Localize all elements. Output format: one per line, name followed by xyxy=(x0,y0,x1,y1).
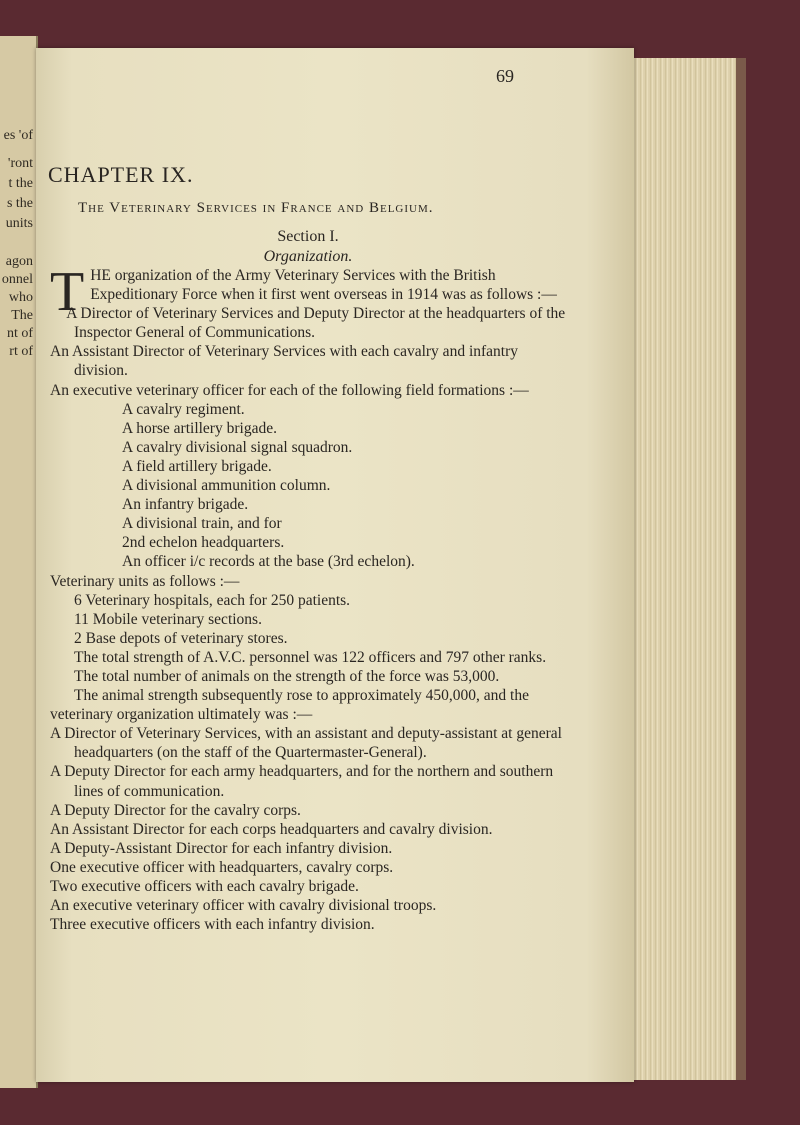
list-item: A Deputy Director for each army headquarters, and for the northern and southern lines of communication. xyxy=(50,763,554,800)
unit-item: 6 Veterinary hospitals, each for 250 patients. xyxy=(74,591,351,609)
unit-item: 2 Base depots of veterinary stores. xyxy=(74,629,288,647)
list-item: An executive veterinary officer with cavalry divisional troops. xyxy=(50,897,437,915)
chapter-title: CHAPTER IX. xyxy=(48,162,194,187)
list-item: A Deputy Director for the cavalry corps. xyxy=(50,801,301,819)
body-text xyxy=(50,261,570,934)
list-item: An Assistant Director of Veterinary Services with each cavalry and infantry division. xyxy=(50,343,519,380)
paragraph: The animal strength subsequently rose to approximately 450,000, and the veterinary organization ultimately was :— xyxy=(50,687,529,724)
units-intro: Veterinary units as follows :— xyxy=(50,572,240,590)
prev-page-fragment: rt of xyxy=(9,344,33,359)
drop-cap: T xyxy=(50,261,85,323)
list-item: A Deputy-Assistant Director for each infantry division. xyxy=(50,839,393,857)
page-number: 69 xyxy=(496,66,514,86)
list-item: Two executive officers with each cavalry brigade. xyxy=(50,878,359,895)
formation-item: A divisional train, and for xyxy=(122,515,282,533)
prev-page-fragment: onnel xyxy=(1,272,33,287)
prev-page-fragment: agon xyxy=(5,254,33,269)
formation-item: An infantry brigade. xyxy=(122,496,249,514)
paragraph: The total strength of A.V.C. personnel was 122 officers and 797 other ranks. xyxy=(74,648,547,666)
paragraph: The total number of animals on the strength of the force was 53,000. xyxy=(74,667,500,685)
previous-page-edge xyxy=(0,36,38,1088)
formation-item: A cavalry regiment. xyxy=(122,400,245,418)
list-item: Three executive officers with each infantry division. xyxy=(50,916,375,934)
list-item: A Director of Veterinary Services, with an assistant and deputy-assistant at general headquarters (on the staff of the Quartermaster-General). xyxy=(50,725,562,762)
subsection-title: Organization. xyxy=(263,248,353,265)
intro-text: HE organization of the Army Veterinary Services with the British Expeditionary Force when it first went overseas in 1914 was as follows :— xyxy=(90,267,557,304)
formation-item: 2nd echelon headquarters. xyxy=(122,534,285,552)
prev-page-fragment: t the xyxy=(8,176,33,191)
unit-item: 11 Mobile veterinary sections. xyxy=(74,610,262,628)
prev-page-fragment: es 'of xyxy=(3,128,33,143)
book-cover-edge xyxy=(736,58,746,1080)
formation-item: A field artillery brigade. xyxy=(122,457,272,475)
formation-item: An officer i/c records at the base (3rd echelon). xyxy=(122,553,415,571)
list-item: One executive officer with headquarters, cavalry corps. xyxy=(50,858,394,876)
formation-item: A cavalry divisional signal squadron. xyxy=(122,438,353,456)
prev-page-fragment: units xyxy=(5,216,33,231)
section-heading: The Veterinary Services in France and Belgium. xyxy=(78,200,434,216)
list-item: A Director of Veterinary Services and Deputy Director at the headquarters of the Inspector General of Communications. xyxy=(66,305,566,342)
formation-item: A horse artillery brigade. xyxy=(122,419,277,437)
prev-page-fragment: s the xyxy=(6,196,33,211)
intro-paragraph xyxy=(50,261,570,323)
list-item: An executive veterinary officer for each of the following field formations :— xyxy=(50,381,529,399)
list-item: An Assistant Director for each corps headquarters and cavalry division. xyxy=(50,820,493,838)
prev-page-fragment: 'ront xyxy=(7,156,33,171)
section-number: Section I. xyxy=(277,228,339,245)
book-page-edges xyxy=(632,58,742,1080)
prev-page-fragment: nt of xyxy=(6,326,33,341)
prev-page-fragment: who xyxy=(8,290,33,305)
prev-page-fragment: The xyxy=(11,308,33,323)
formation-item: A divisional ammunition column. xyxy=(122,477,331,495)
